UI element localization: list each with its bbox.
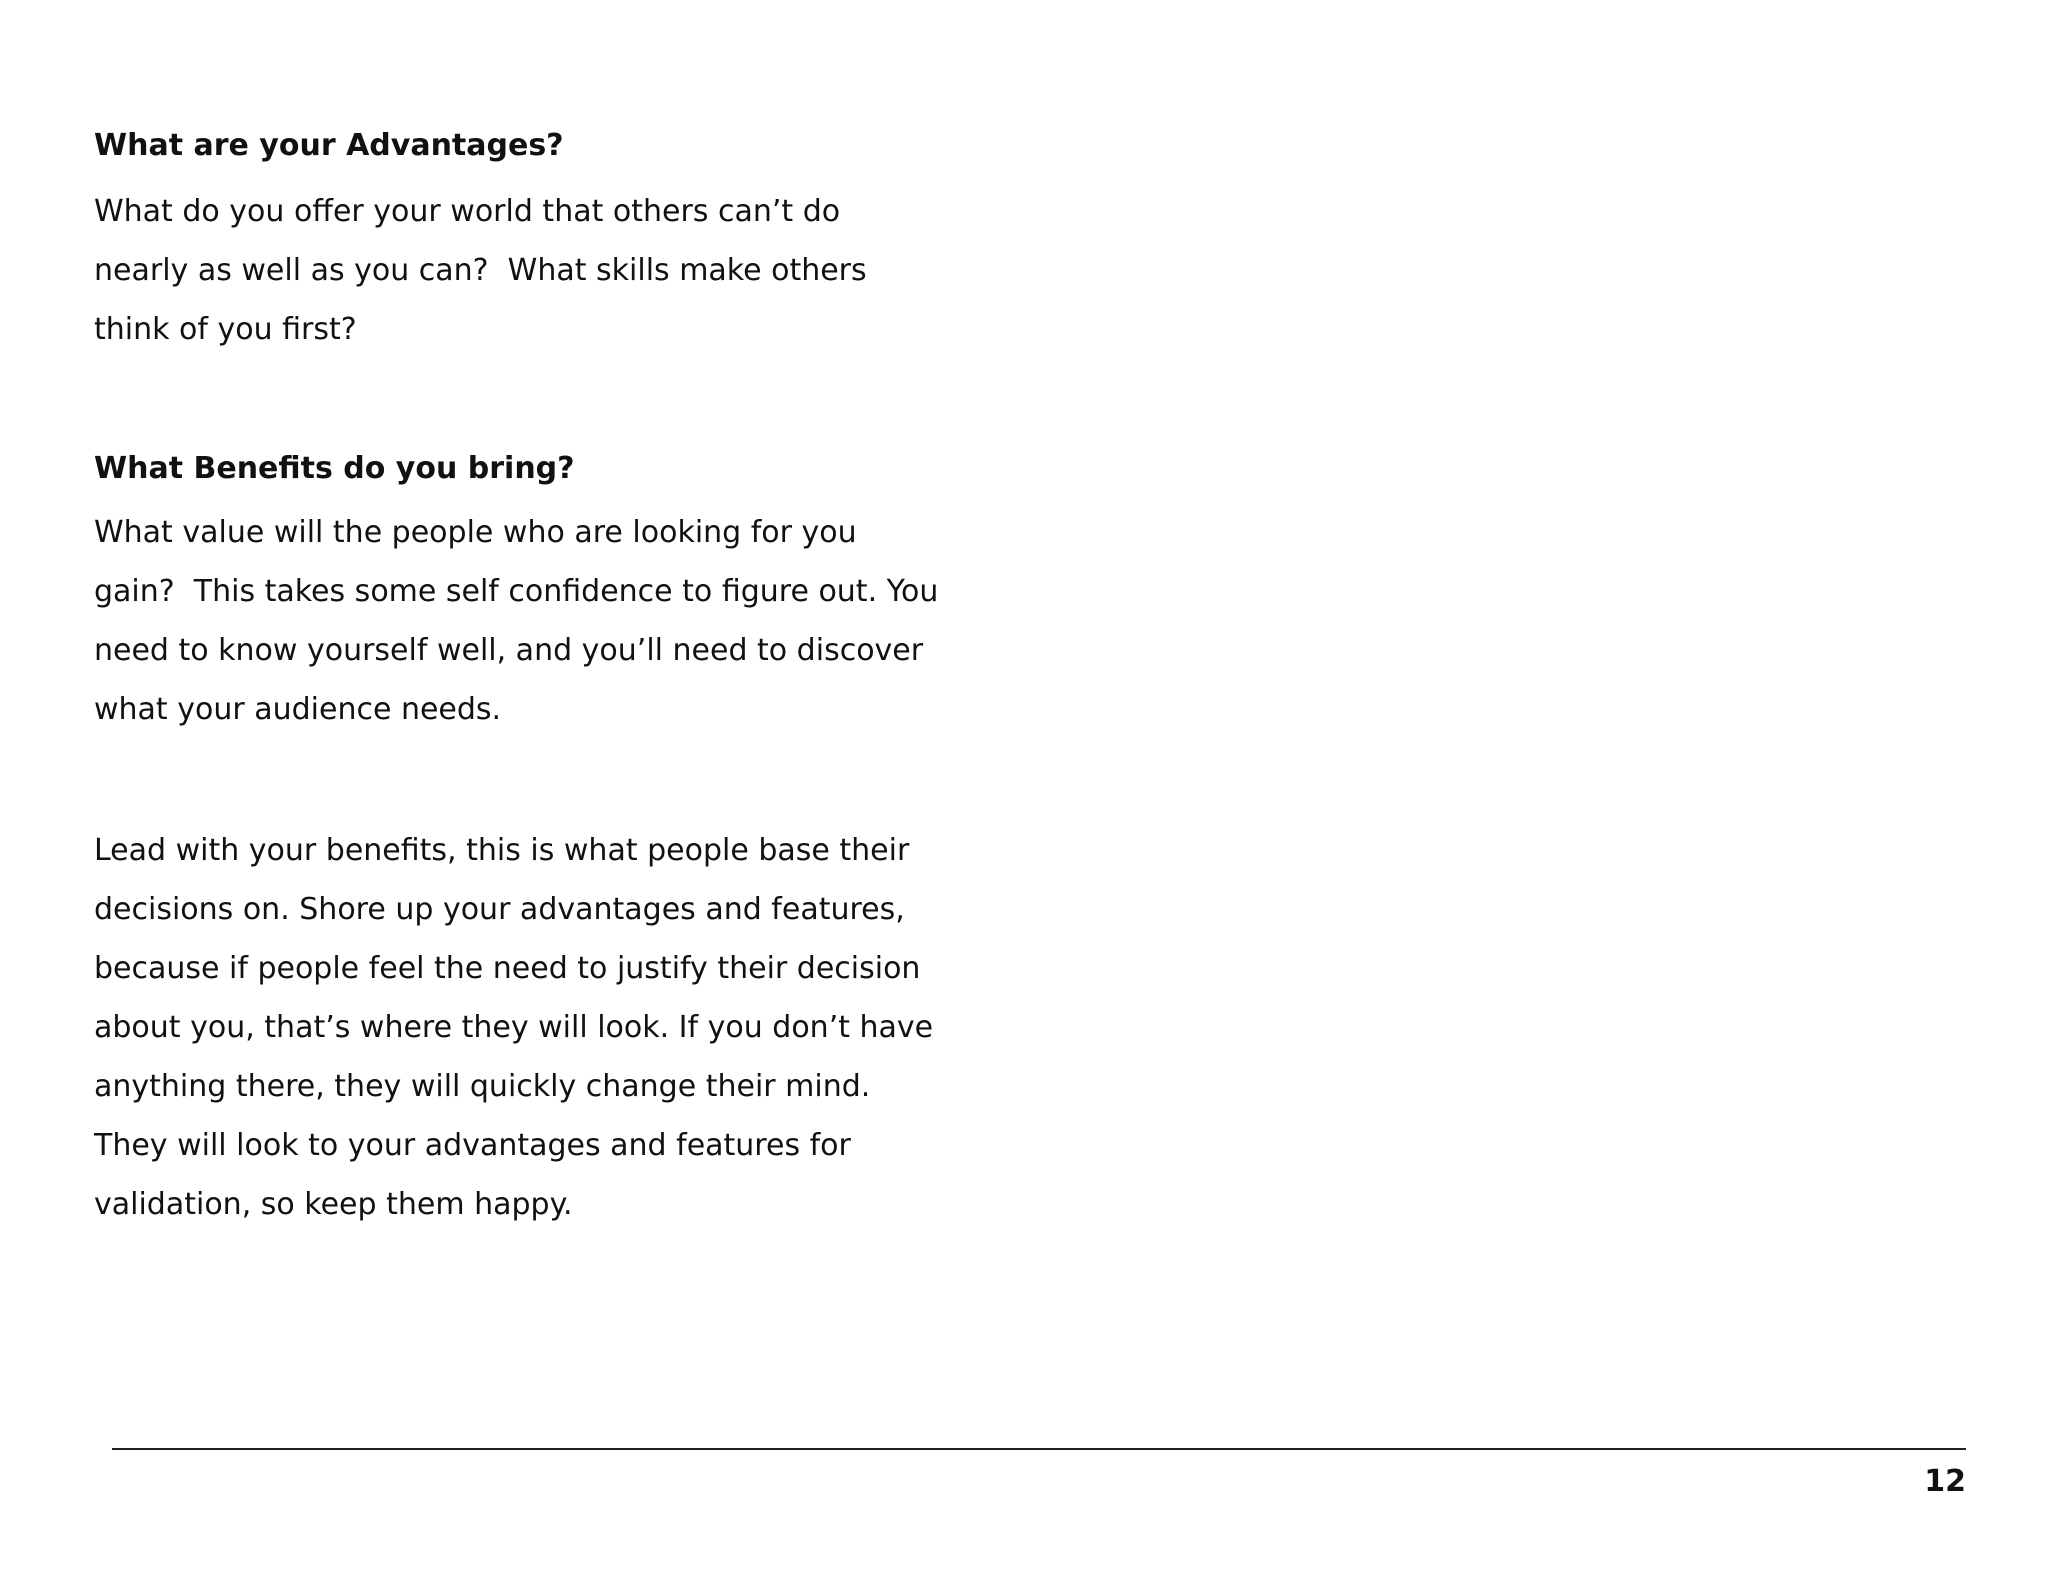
section-paragraph — [94, 182, 1014, 359]
paragraph-line: what your audience needs. — [94, 692, 502, 727]
paragraph-line: need to know yourself well, and you’ll need to discover — [94, 633, 924, 668]
paragraph-line: think of you first? — [94, 312, 357, 347]
paragraph-line: What do you offer your world that others can’t do — [94, 194, 841, 229]
section-heading: What are your Advantages? — [94, 128, 564, 163]
paragraph-line: because if people feel the need to justify their decision — [94, 951, 921, 986]
paragraph-line: validation, so keep them happy. — [94, 1187, 573, 1222]
footer-divider — [112, 1448, 1966, 1450]
page-number: 12 — [1924, 1464, 1966, 1499]
document-body — [94, 118, 1014, 1234]
section-heading: What Benefits do you bring? — [94, 451, 575, 486]
paragraph-line: What value will the people who are looking for you — [94, 515, 857, 550]
paragraph-line: nearly as well as you can? What skills make others — [94, 253, 867, 288]
section-benefits — [94, 441, 1014, 739]
paragraph-line: anything there, they will quickly change their mind. — [94, 1069, 871, 1104]
section-advantages — [94, 118, 1014, 359]
paragraph-line: gain? This takes some self confidence to figure out. You — [94, 574, 939, 609]
paragraph-line: decisions on. Shore up your advantages and features, — [94, 892, 905, 927]
closing-paragraph — [94, 821, 1014, 1234]
paragraph-line: They will look to your advantages and features for — [94, 1128, 851, 1163]
paragraph-line: Lead with your benefits, this is what people base their — [94, 833, 910, 868]
section-paragraph — [94, 503, 1014, 739]
paragraph-line: about you, that’s where they will look. If you don’t have — [94, 1010, 934, 1045]
